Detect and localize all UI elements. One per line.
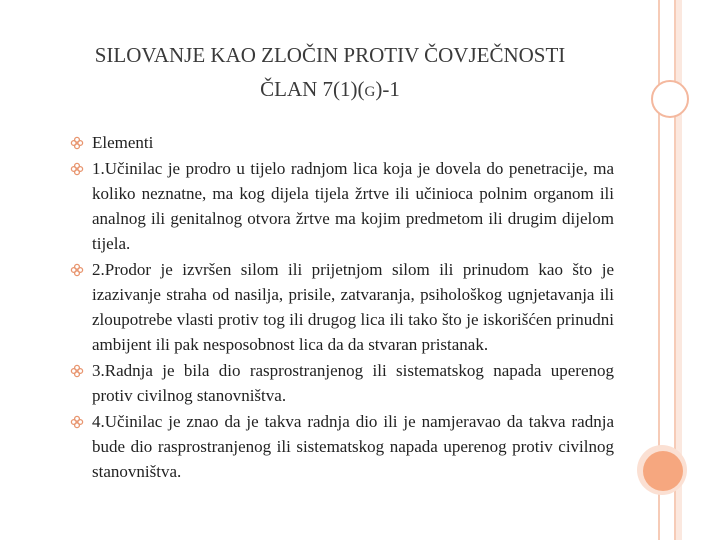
list-item-text: Elementi (92, 133, 154, 152)
list-item-text: 2.Prodor je izvršen silom ili prijetnjom silom ili prinudom kao što je izazivanje straha od nasilja, prisile, zatvaranja, psihološkog ugnjetavanja ili zloupotrebe vlasti protiv tog ili drugog lica ili tako što je iskorišćen prinudni ambijent ili pak nesposobnost lica da da stvaran pristanak. (92, 260, 614, 354)
list-item (70, 257, 614, 357)
title-article-prefix: ČLAN 7(1)( (260, 77, 365, 101)
elements-list (70, 130, 614, 485)
list-item (70, 409, 614, 484)
flower-bullet-icon (70, 162, 84, 176)
decorative-circle-top-icon (651, 80, 689, 118)
decorative-circle-bottom-icon (643, 451, 683, 491)
title-article-letter: G (364, 84, 376, 100)
flower-bullet-icon (70, 136, 84, 150)
list-item-text: 3.Radnja je bila dio rasprostranjenog ili sistematskog napada uperenog protiv civilnog stanovništva. (92, 361, 614, 405)
list-item (70, 358, 614, 408)
slide-title-line2 (30, 74, 630, 107)
title-article-suffix: )-1 (375, 77, 400, 101)
list-item-text: 4.Učinilac je znao da je takva radnja dio ili je namjeravao da takva radnja bude dio rasprostranjenog ili sistematskog napada uperenog protiv civilnog stanovništva. (92, 412, 614, 481)
list-item-text: 1.Učinilac je prodro u tijelo radnjom lica koja je dovela do penetracije, ma koliko neznatne, ma kog dijela tijela žrtve ili učinioca polnim organom ili analnog ili genitalnog otvora žrtve ma kojim predmetom ili drugim dijelom tijela. (92, 159, 614, 253)
flower-bullet-icon (70, 364, 84, 378)
flower-bullet-icon (70, 263, 84, 277)
list-item (70, 156, 614, 256)
flower-bullet-icon (70, 415, 84, 429)
slide-title-line1: SILOVANJE KAO ZLOČIN PROTIV ČOVJEČNOSTI (94, 43, 566, 67)
list-item (70, 130, 614, 155)
